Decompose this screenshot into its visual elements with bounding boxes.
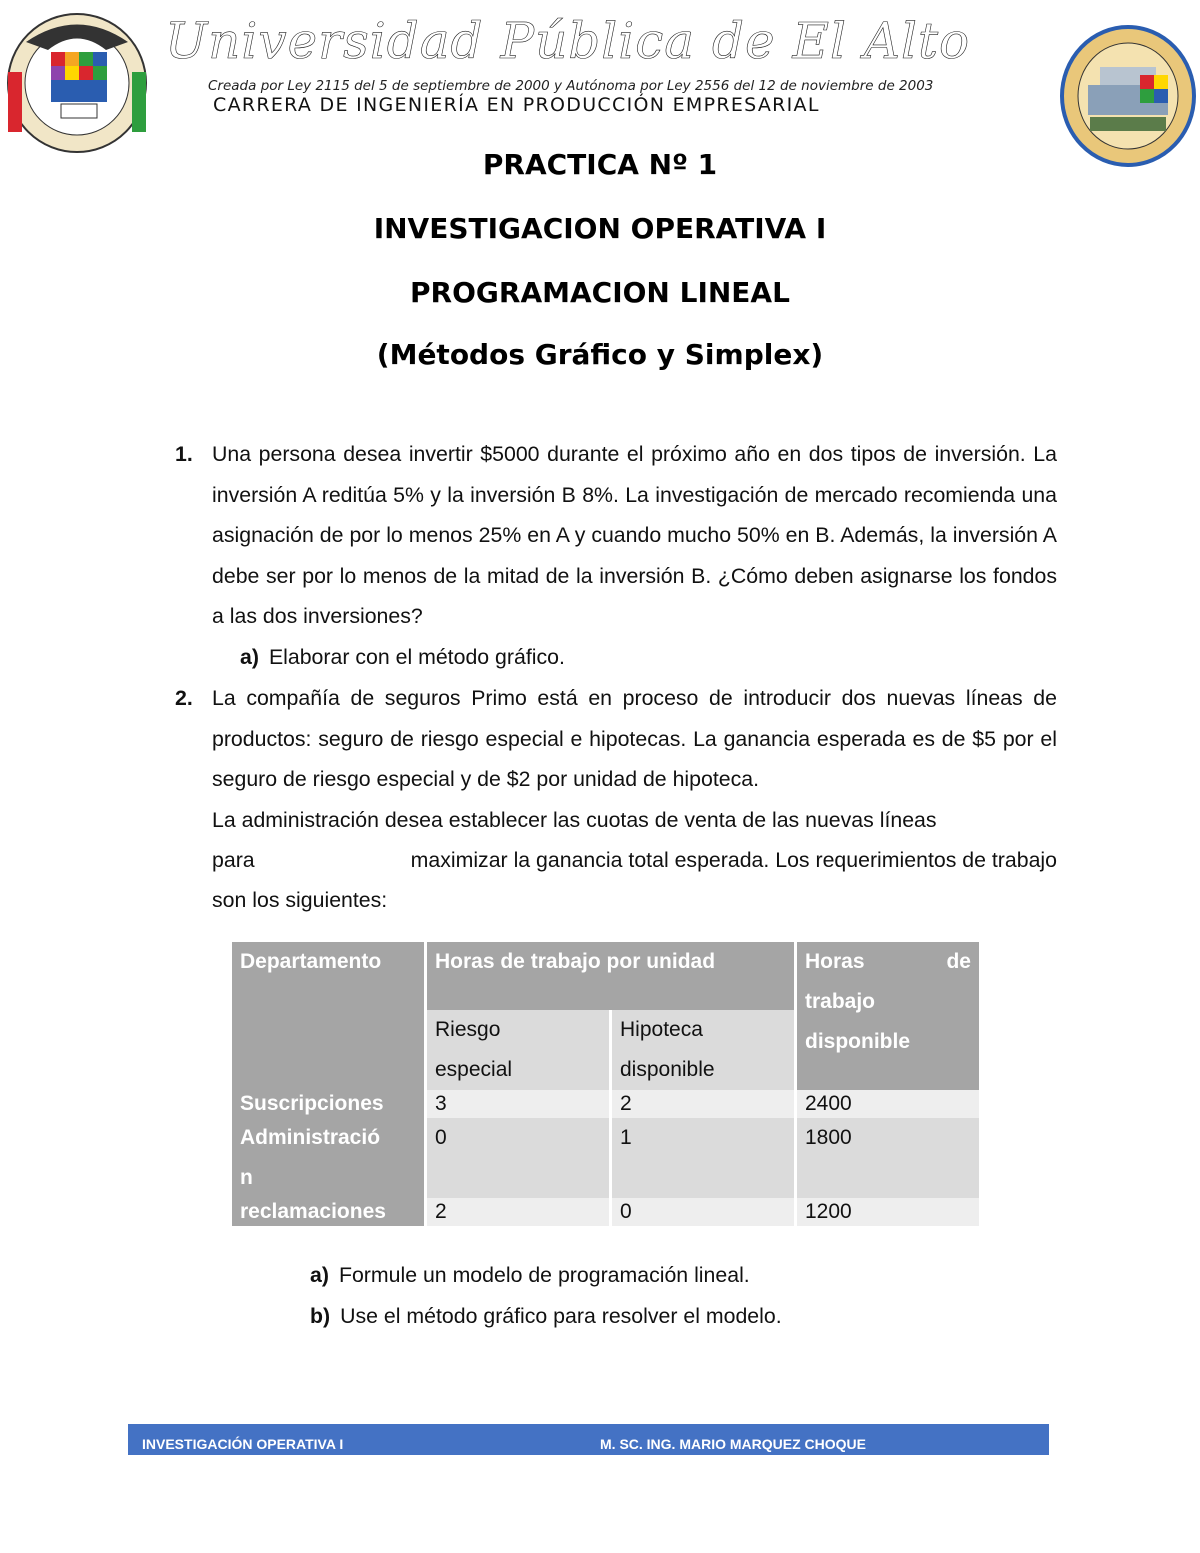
topic-title: PROGRAMACION LINEAL xyxy=(410,276,790,309)
upea-career-seal xyxy=(1060,25,1196,167)
row-riesgo: 3 xyxy=(427,1090,609,1118)
item-letter: a) xyxy=(310,1263,329,1287)
row-dept: reclamaciones xyxy=(232,1198,424,1226)
item-letter: b) xyxy=(310,1304,331,1328)
course-title: INVESTIGACION OPERATIVA I xyxy=(373,212,827,245)
problem-2-text: La compañía de seguros Primo está en proceso de introducir dos nuevas líneas de productos: seguro de riesgo especial e hipotecas. La ganancia esperada es de $5 por el seguro de riesgo especial y de $2 por unidad de hipoteca. xyxy=(212,686,1057,792)
header-available-word1: Horas xyxy=(805,950,865,973)
footer-author: M. SC. ING. MARIO MARQUEZ CHOQUE xyxy=(600,1436,866,1452)
university-name: Universidad Pública de El Alto xyxy=(165,12,971,70)
row-riesgo: 0 xyxy=(427,1118,609,1198)
item-text: Elaborar con el método gráfico. xyxy=(268,645,565,669)
header-available-word2: de xyxy=(946,950,971,973)
row-dept-line1: Administració xyxy=(240,1126,381,1149)
career-name: CARRERA DE INGENIERÍA EN PRODUCCIÓN EMPRESARIAL xyxy=(213,94,820,116)
header-available-word4: disponible xyxy=(805,1030,910,1053)
item-text: Formule un modelo de programación lineal. xyxy=(338,1263,750,1287)
subheader-hipoteca-line1: Hipoteca xyxy=(620,1018,703,1041)
work-hours-table xyxy=(229,942,982,1226)
subheader-riesgo-line1: Riesgo xyxy=(435,1018,501,1041)
footer-course: INVESTIGACIÓN OPERATIVA I xyxy=(142,1436,344,1452)
item-letter: a) xyxy=(240,645,259,669)
problem-1-item-a xyxy=(240,637,565,678)
row-disp: 1200 xyxy=(797,1198,979,1226)
problem-2-text-maximize: maximizar la ganancia total esperada. Los requerimientos de trabajo xyxy=(410,848,1057,872)
header-available-word3: trabajo xyxy=(805,990,876,1013)
row-dept: Suscripciones xyxy=(232,1090,424,1118)
problem-1-text: Una persona desea invertir $5000 durante el próximo año en dos tipos de inversión. La inversión A reditúa 5% y la inversión B 8%. La investigación de mercado recomienda una asignación de por lo menos 25% en A y cuando mucho 50% en B. Además, la inversión A debe ser por lo menos de la mitad de la inversión B. ¿Cómo deben asignarse los fondos a las dos inversiones? xyxy=(212,442,1057,629)
header-available-hours xyxy=(797,942,979,1090)
problem-1-number: 1. xyxy=(175,442,193,466)
row-dept xyxy=(232,1118,424,1198)
table-row xyxy=(232,1198,979,1226)
practice-title: PRACTICA Nº 1 xyxy=(482,148,718,181)
problem-2-text-for: para xyxy=(212,848,255,872)
table-row xyxy=(232,1090,979,1118)
page-footer xyxy=(128,1424,1049,1455)
upea-university-seal xyxy=(6,12,148,154)
subheader-riesgo-line2: especial xyxy=(435,1058,513,1081)
row-dept-line2: n xyxy=(240,1166,253,1189)
row-hipoteca: 1 xyxy=(612,1118,794,1198)
row-disp: 2400 xyxy=(797,1090,979,1118)
problem-2-text-following: son los siguientes: xyxy=(212,888,388,912)
item-text: Use el método gráfico para resolver el modelo. xyxy=(340,1304,782,1328)
row-hipoteca: 2 xyxy=(612,1090,794,1118)
problem-2-item-b xyxy=(310,1296,782,1337)
subheader-hipoteca xyxy=(612,1010,794,1090)
creation-note: Creada por Ley 2115 del 5 de septiembre de 2000 y Autónoma por Ley 2556 del 12 de noviembre de 2003 xyxy=(208,78,934,94)
methods-subtitle: (Métodos Gráfico y Simplex) xyxy=(376,338,824,371)
problem-2-text-continued: La administración desea establecer las cuotas de venta de las nuevas líneas xyxy=(212,808,937,832)
subheader-riesgo xyxy=(427,1010,609,1090)
header-department: Departamento xyxy=(232,942,424,1090)
header-hours-per-unit: Horas de trabajo por unidad xyxy=(427,942,794,1010)
row-riesgo: 2 xyxy=(427,1198,609,1226)
subheader-hipoteca-line2: disponible xyxy=(620,1058,715,1081)
problem-2-item-a xyxy=(310,1255,750,1296)
row-disp: 1800 xyxy=(797,1118,979,1198)
problem-2-number: 2. xyxy=(175,686,193,710)
row-hipoteca: 0 xyxy=(612,1198,794,1226)
table-row xyxy=(232,1118,979,1198)
